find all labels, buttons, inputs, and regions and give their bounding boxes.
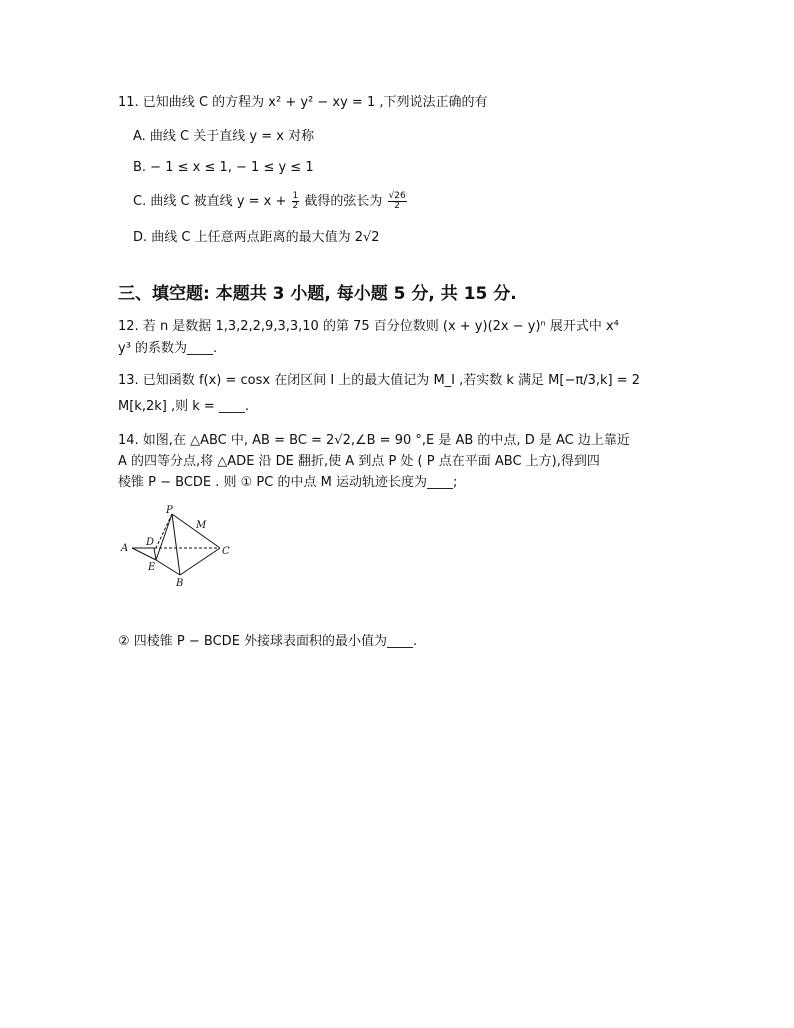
label-a: A: [121, 543, 129, 554]
label-p: P: [166, 505, 173, 516]
q11-option-b: B. − 1 ≤ x ≤ 1, − 1 ≤ y ≤ 1: [133, 160, 314, 175]
edge-p-d: [156, 514, 172, 548]
q13-line2: M[k,2k] ,则 k = ____.: [118, 399, 250, 414]
label-e: E: [148, 562, 156, 573]
q11-length-fraction: [388, 192, 407, 211]
edge-p-e: [156, 514, 172, 560]
q14-part2: ② 四棱锥 P − BCDE 外接球表面积的最小值为____.: [118, 634, 418, 649]
q11-stem: 11. 已知曲线 C 的方程为 x² + y² − xy = 1 ,下列说法正确的有: [118, 95, 488, 110]
edge-p-b: [172, 514, 180, 575]
label-c: C: [222, 546, 230, 557]
edge-a-e: [132, 548, 156, 560]
label-b: B: [176, 578, 184, 589]
q12-line1: 12. 若 n 是数据 1,3,2,2,9,3,3,10 的第 75 百分位数则 (x + y)(2x − y)ⁿ 展开式中 x⁴: [118, 319, 619, 334]
section-heading: 三、填空题: 本题共 3 小题, 每小题 5 分, 共 15 分.: [118, 284, 517, 304]
q11-option-d: D. 曲线 C 上任意两点距离的最大值为 2√2: [133, 230, 380, 245]
q11-half-fraction: [292, 192, 300, 211]
q13-line1: 13. 已知函数 f(x) = cosx 在闭区间 I 上的最大值记为 M_I ,若实数 k 满足 M[−π/3,k] = 2: [118, 373, 640, 388]
edge-d-e: [154, 548, 156, 560]
q14-line3: 棱锥 P − BCDE . 则 ① PC 的中点 M 运动轨迹长度为____;: [118, 475, 458, 490]
edge-e-b: [156, 560, 180, 575]
q11-option-c: [133, 192, 408, 211]
q11-option-a: A. 曲线 C 关于直线 y = x 对称: [133, 129, 315, 144]
pyramid-figure: [118, 503, 248, 593]
label-m: M: [196, 520, 207, 531]
q11-option-c-mid: 截得的弦长为: [304, 194, 383, 209]
q12-line2: y³ 的系数为____.: [118, 341, 218, 356]
edge-b-c: [180, 548, 220, 575]
q11-half-num: 1: [292, 191, 299, 201]
q11-length-den: 2: [394, 201, 401, 211]
q11-option-c-pre: C. 曲线 C 被直线 y = x +: [133, 194, 287, 209]
q11-half-den: 2: [292, 201, 299, 211]
q14-line2: A 的四等分点,将 △ADE 沿 DE 翻折,使 A 到点 P 处 ( P 点在平面 ABC 上方),得到四: [118, 454, 600, 469]
q14-line1: 14. 如图,在 △ABC 中, AB = BC = 2√2,∠B = 90 °,E 是 AB 的中点, D 是 AC 边上靠近: [118, 433, 630, 448]
label-d: D: [146, 537, 155, 548]
q11-length-num: √26: [388, 191, 406, 201]
